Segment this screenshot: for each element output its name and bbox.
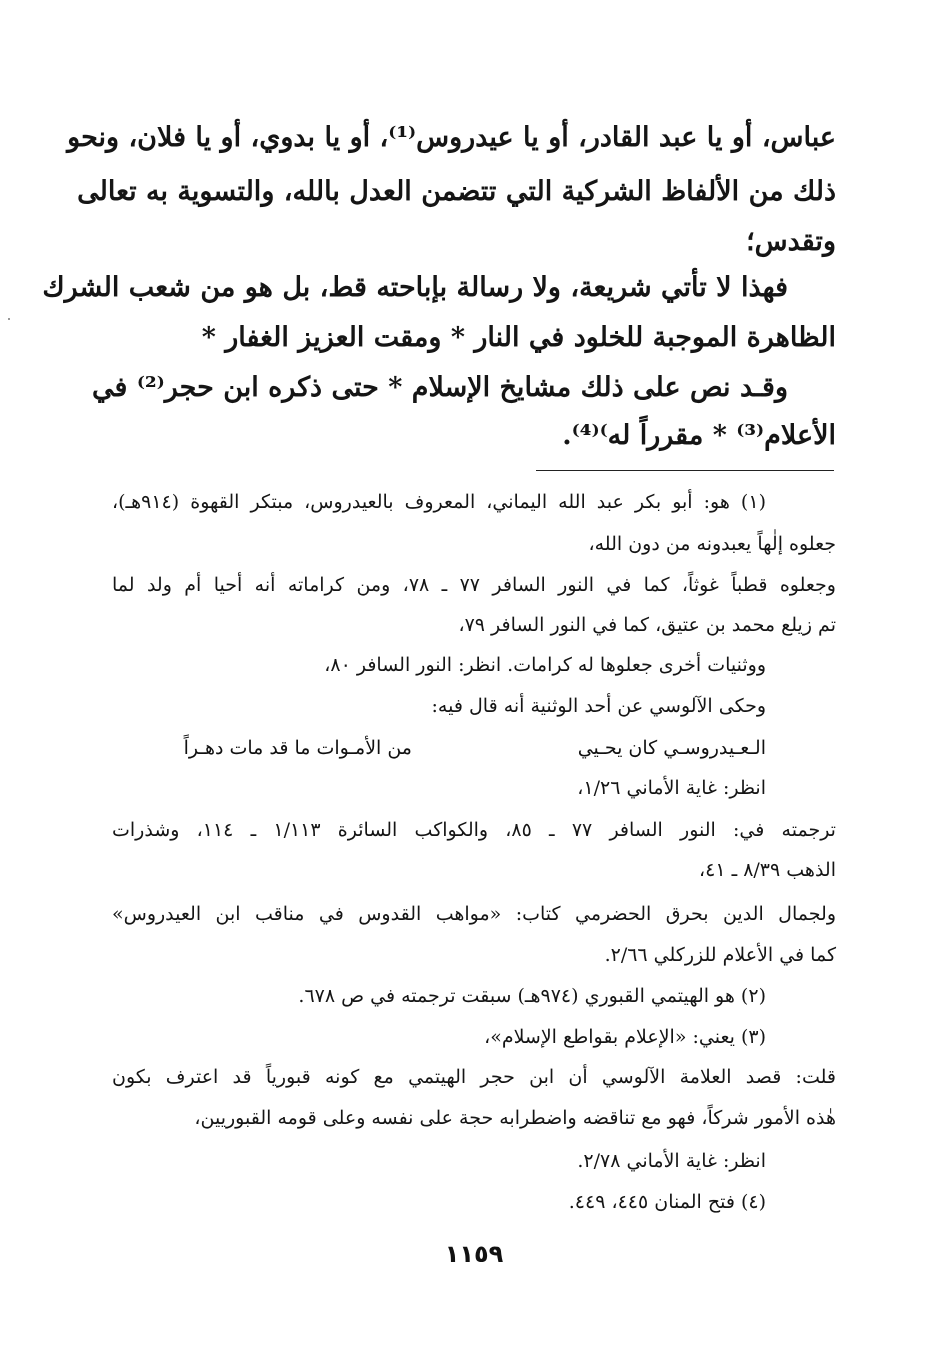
footnote-line-11: كما في الأعلام للزركلي ٢/٦٦. bbox=[604, 944, 836, 966]
body-line-5: الظاهرة الموجبة للخلود في النار * ومقت العزيز الغفار * bbox=[201, 322, 836, 353]
footnote-line-6: وحكى الآلوسي عن أحد الوثنية أنه قال فيه: bbox=[431, 695, 766, 717]
body-line-4: فهذا لا تأتي شريعة، ولا رسالة بإباحته قط، بل هو من شعب الشرك bbox=[42, 272, 788, 303]
margin-mark bbox=[8, 318, 10, 320]
body-line-1: عباس، أو يا عبد القادر، أو يا عيدروس⁽¹⁾، أو يا بدوي، أو يا فلان، ونحو bbox=[67, 122, 836, 153]
footnote-line-1: (١) هو: أبو بكر عبد الله اليماني، المعروف بالعيدروس، مبتكر القهوة (٩١٤هـ)، bbox=[112, 491, 766, 513]
footnote-line-17: (٤) فتح المنان ٤٤٥، ٤٤٩. bbox=[568, 1191, 766, 1213]
footnote-separator bbox=[536, 470, 834, 471]
footnote-line-4: تم زيلع محمد بن عتيق، كما في النور السافر ٧٩، bbox=[458, 614, 836, 636]
page-number: ١١٥٩ bbox=[444, 1240, 504, 1268]
body-line-6: وقـد نص على ذلك مشايخ الإسلام * حتى ذكره ابن حجر⁽²⁾ في bbox=[92, 372, 788, 403]
footnote-line-7: انظر: غاية الأماني ١/٢٦، bbox=[577, 777, 766, 799]
verse-first-hemistich: الـعـيدروسـي كان يحـيي bbox=[577, 737, 766, 759]
body-line-7: الأعلام⁽³⁾ * مقرراً له⁾⁽⁴⁾. bbox=[562, 420, 836, 451]
footnote-line-14: قلت: قصد العلامة الآلوسي أن ابن حجر الهيتمي مع كونه قبورياً قد اعترف بكون bbox=[112, 1066, 836, 1088]
verse-second-hemistich: من الأمـوات ما قد مات دهـراً bbox=[183, 737, 412, 759]
footnote-line-16: انظر: غاية الأماني ٢/٧٨. bbox=[577, 1150, 766, 1172]
body-line-3: وتقدس؛ bbox=[746, 226, 836, 257]
footnote-line-12: (٢) هو الهيتمي القبوري (٩٧٤هـ) سبقت ترجمته في ص ٦٧٨. bbox=[298, 985, 766, 1007]
footnote-line-8: ترجمته في: النور السافر ٧٧ ـ ٨٥، والكواكب السائرة ١/١١٣ ـ ١١٤، وشذرات bbox=[112, 819, 836, 841]
footnote-line-5: ووثنيات أخرى جعلوها له كرامات. انظر: النور السافر ٨٠، bbox=[324, 654, 766, 676]
footnote-line-10: ولجمال الدين بحرق الحضرمي كتاب: «مواهب القدوس في مناقب ابن العيدروس» bbox=[112, 903, 836, 925]
footnote-line-2: جعلوه إلٰهاً يعبدونه من دون الله، bbox=[588, 533, 836, 555]
footnote-line-13: (٣) يعني: «الإعلام بقواطع الإسلام»، bbox=[484, 1026, 766, 1048]
footnote-line-15: هٰذه الأمور شركاً، فهو مع تناقضه واضطرابه حجة على نفسه وعلى قومه القبوريين، bbox=[194, 1107, 836, 1129]
footnote-line-3: وجعلوه قطباً غوثاً، كما في النور السافر ٧٧ ـ ٧٨، ومن كراماته أنه أحيا أم ولد لما bbox=[112, 574, 836, 596]
body-line-2: ذلك من الألفاظ الشركية التي تتضمن العدل بالله، والتسوية به تعالى bbox=[77, 176, 836, 207]
footnote-line-9: الذهب ٨/٣٩ ـ ٤١، bbox=[698, 859, 836, 881]
